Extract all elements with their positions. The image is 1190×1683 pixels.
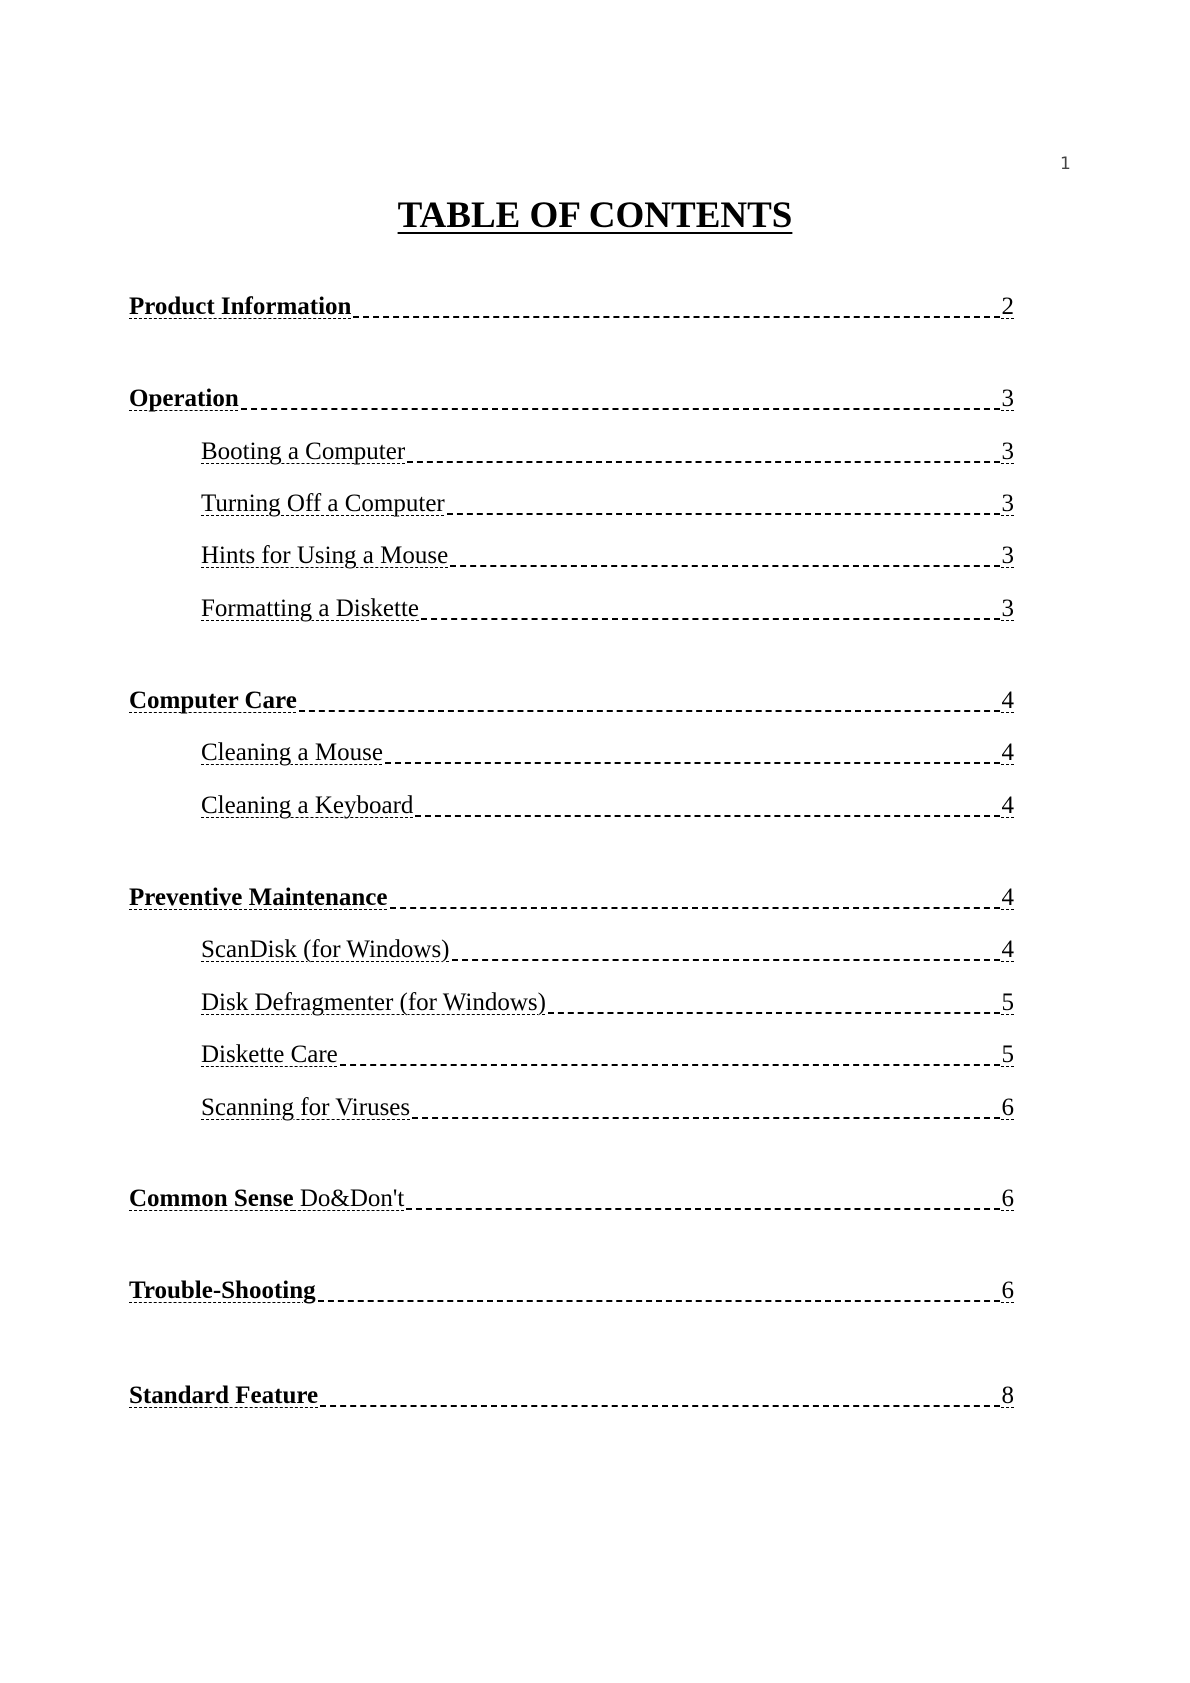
toc-entry-label: Trouble-Shooting: [129, 1277, 316, 1304]
toc-entry-label: Standard Feature: [129, 1382, 319, 1409]
toc-entry-disk-defragmenter[interactable]: [201, 988, 1014, 1018]
dot-leader: [340, 1064, 1000, 1066]
toc-entry-hints-for-using-a-mouse[interactable]: [201, 541, 1014, 571]
toc-entry-trouble-shooting[interactable]: [129, 1276, 1014, 1306]
toc-entry-page: 6: [1001, 1094, 1014, 1121]
toc-entry-label: Cleaning a Keyboard: [201, 792, 414, 819]
toc-entry-label: Operation: [129, 385, 239, 412]
dot-leader: [406, 1208, 999, 1210]
toc-entry-page: 3: [1001, 438, 1014, 465]
toc-entry-common-sense[interactable]: [129, 1184, 1014, 1214]
toc-entry-label: Common Sense Do&Don't: [129, 1185, 405, 1212]
page-title-text: TABLE OF CONTENTS: [397, 195, 793, 236]
toc-entry-label: Disk Defragmenter (for Windows): [201, 989, 546, 1016]
toc-entry-page: 6: [1001, 1185, 1014, 1212]
toc-entry-label: Hints for Using a Mouse: [201, 542, 449, 569]
dot-leader: [241, 408, 1000, 410]
toc-entry-page: 2: [1001, 293, 1014, 320]
page-title: [0, 194, 1190, 237]
toc-entry-product-information[interactable]: [129, 292, 1014, 322]
toc-entry-page: 3: [1001, 595, 1014, 622]
page-number: 1: [1060, 154, 1071, 174]
toc-entry-page: 4: [1001, 936, 1014, 963]
dot-leader: [447, 513, 1000, 515]
toc-entry-booting-a-computer[interactable]: [201, 437, 1014, 467]
toc-entry-label: Diskette Care: [201, 1041, 338, 1068]
dot-leader: [320, 1405, 999, 1407]
toc-entry-page: 5: [1001, 1041, 1014, 1068]
toc-entry-computer-care[interactable]: [129, 686, 1014, 716]
dot-leader: [415, 815, 999, 817]
toc-entry-label: Turning Off a Computer: [201, 490, 445, 517]
toc-entry-standard-feature[interactable]: [129, 1381, 1014, 1411]
toc-entry-turning-off-a-computer[interactable]: [201, 489, 1014, 519]
toc-entry-page: 4: [1001, 884, 1014, 911]
dot-leader: [318, 1300, 1000, 1302]
toc-entry-diskette-care[interactable]: [201, 1040, 1014, 1070]
toc-entry-page: 3: [1001, 490, 1014, 517]
toc-entry-cleaning-a-mouse[interactable]: [201, 738, 1014, 768]
toc-entry-page: 3: [1001, 385, 1014, 412]
toc-entry-preventive-maintenance[interactable]: [129, 883, 1014, 913]
toc-entry-scandisk[interactable]: [201, 935, 1014, 965]
toc-entry-page: 8: [1001, 1382, 1014, 1409]
dot-leader: [299, 710, 1000, 712]
dot-leader: [548, 1012, 1000, 1014]
toc-entry-page: 5: [1001, 989, 1014, 1016]
toc-entry-label: ScanDisk (for Windows): [201, 936, 450, 963]
dot-leader: [450, 565, 999, 567]
toc-entry-label: Cleaning a Mouse: [201, 739, 383, 766]
dot-leader: [385, 762, 1000, 764]
toc-entry-label: Preventive Maintenance: [129, 884, 388, 911]
dot-leader: [421, 618, 999, 620]
toc-entry-label: Computer Care: [129, 687, 297, 714]
dot-leader: [407, 461, 999, 463]
toc-entry-label: Product Information: [129, 293, 352, 320]
toc-entry-label: Formatting a Diskette: [201, 595, 420, 622]
toc-entry-page: 4: [1001, 792, 1014, 819]
toc-entry-scanning-for-viruses[interactable]: [201, 1093, 1014, 1123]
toc-entry-label: Booting a Computer: [201, 438, 406, 465]
toc-entry-page: 3: [1001, 542, 1014, 569]
toc-entry-page: 6: [1001, 1277, 1014, 1304]
toc-entry-operation[interactable]: [129, 384, 1014, 414]
toc-entry-cleaning-a-keyboard[interactable]: [201, 791, 1014, 821]
toc-entry-label: Scanning for Viruses: [201, 1094, 411, 1121]
toc-entry-page: 4: [1001, 687, 1014, 714]
dot-leader: [452, 959, 1000, 961]
dot-leader: [412, 1117, 999, 1119]
toc-entry-page: 4: [1001, 739, 1014, 766]
dot-leader: [353, 316, 999, 318]
toc-entry-formatting-a-diskette[interactable]: [201, 594, 1014, 624]
dot-leader: [390, 907, 1000, 909]
